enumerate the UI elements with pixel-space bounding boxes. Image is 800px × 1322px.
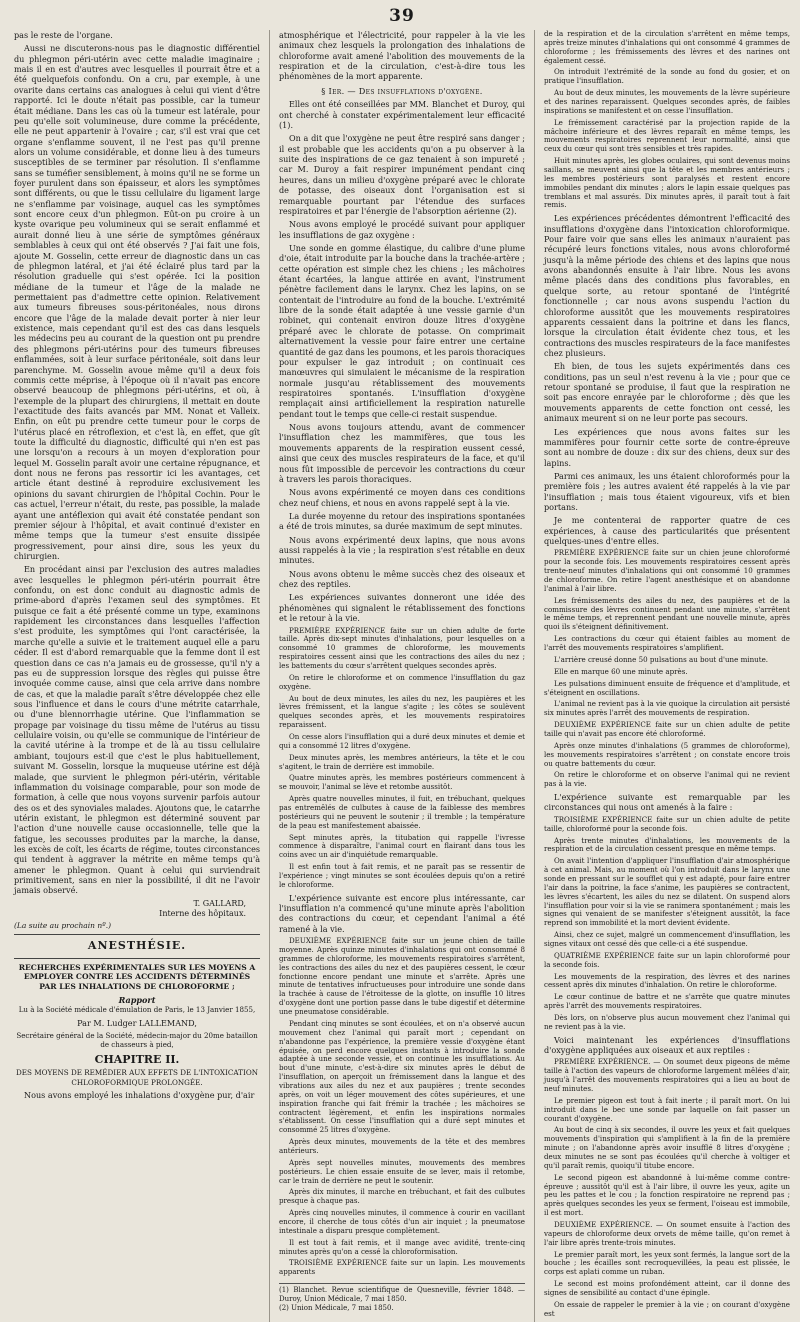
paragraph: L'expérience suivante est encore plus intéressante, car l'insufflation n'a commencé qu'une minute après l'abolition des contractions du cœur, et cependant l'animal a été ramené à la vie.	[278, 892, 525, 934]
experiment-note: Au bout de deux minutes, les mouvements de la lèvre supérieure et des narines reparaissent. Quelques secondes après, de faibles inspirations se manifestent et on cesse l'insufflation.	[543, 88, 790, 115]
experiment-note: Après cinq nouvelles minutes, il commence à courir en vacillant encore, il cherche de tous côtés d'un air inquiet ; la pneumatose intestinale a disparu presque complètement.	[278, 1208, 525, 1235]
chapter-subtitle: DES MOYENS DE REMÉDIER AUX EFFETS DE L'INTOXICATION CHLOROFORMIQUE PROLONGÉE.	[16, 1068, 258, 1087]
experiment-note: On essaie de rappeler le premier à la vie ; on courant d'oxygène est	[543, 1299, 790, 1318]
experiment-note: On retire le chloroforme et on observe l'animal qui ne revient pas à la vie.	[543, 770, 790, 789]
paragraph: Les expériences suivantes donneront une idée des phénomènes qui signalent le rétablissement des fonctions et le retour à la vie.	[278, 592, 525, 624]
experiment-note: On introduit l'extrémité de la sonde au fond du gosier, et on pratique l'insufflation.	[543, 67, 790, 86]
experiment-note: On cesse alors l'insufflation qui a duré deux minutes et demie et qui a consommé 12 litres d'oxygène.	[278, 732, 525, 750]
experiment-note: L'animal ne revient pas à la vie quoique la circulation ait persisté six minutes après l'arrêt des mouvements de respiration.	[543, 699, 790, 718]
experiment-note: Elle en marque 60 une minute après.	[553, 666, 688, 676]
experiment-note: Ainsi, chez ce sujet, malgré un commencement d'insufflation, les signes vitaux ont cessé dès que celle-ci a été suspendue.	[543, 930, 790, 948]
paragraph: Eh bien, de tous les sujets expérimentés dans ces conditions, pas un seul n'est revenu à la vie ; pour que ce retour spontané se produise, il faut que la respiration ne soit pas encore enrayée par le chloroforme ; dès que les mouvements apparents de cette fonction ont cessé, les animaux meurent si on ne leur porte pas secours.	[543, 361, 790, 424]
experiment-note: Dès lors, on n'observe plus aucun mouvement chez l'animal qui ne revient pas à la vie.	[543, 1013, 790, 1031]
experiment-note: Deux minutes après, les membres antérieurs, la tête et le cou s'agitent, le train de derrière est immobile.	[278, 752, 525, 771]
experiment-note: Après quatre nouvelles minutes, il fuit, en trébuchant, quelques pas entremêlés de culbutes à cause de la faiblesse des membres postérieurs qui ne peuvent le soutenir ; il tremble ; la température de la peau est manifestement abaissée.	[278, 794, 525, 830]
paragraph: Nous avons employé le procédé suivant pour appliquer les insufflations de gaz oxygène :	[278, 219, 525, 240]
experiment-note: Après trente minutes d'inhalations, les mouvements de la respiration et de la circulation cessent presque en même temps.	[543, 835, 790, 854]
experiment-note: Il est tout à fait remis, et il mange avec avidité, trente-cinq minutes après qu'on a cessé la chloroformisation.	[278, 1237, 525, 1256]
experiment-note: Au bout de cinq à six secondes, il ouvre les yeux et fait quelques mouvements d'inspiration qui s'amplifient à la fin de la première minute ; on l'abandonne après avoir insufflé 8 litres d'oxygène ; deux minutes ne se sont pas écoulées qu'il cherche à voltiger et qu'il paraît remis, quoiqu'il titube encore.	[543, 1125, 790, 1170]
chapter-title: CHAPITRE II.	[94, 1053, 180, 1067]
column-1	[14, 30, 260, 1322]
paragraph: atmosphérique et l'électricité, pour rappeler à la vie les animaux chez lesquels la prolongation des inhalations de chloroforme avait amené l'abolition des mouvements de la respiration et de la circulation, c'est-à-dire tous les phénomènes de la mort apparente.	[278, 30, 525, 82]
footnote: (1) Blanchet. Revue scientifique de Quesneville, février 1848. — Duroy, Union Médicale, 7 mai 1850.	[278, 1286, 525, 1304]
page-number: 39	[389, 6, 415, 26]
footnote: (2) Union Médicale, 7 mai 1850.	[278, 1304, 394, 1313]
signature	[14, 899, 246, 919]
section-title: ANESTHÉSIE.	[87, 939, 187, 953]
experiment-note: Quatre minutes après, les membres postérieurs commencent à se mouvoir, l'animal se lève et retombe aussitôt.	[278, 773, 525, 792]
paragraph: Nous avons expérimenté ce moyen dans ces conditions chez neuf chiens, et nous en avons rappelé sept à la vie.	[278, 487, 525, 508]
paragraph: Nous avons obtenu le même succès chez des oiseaux et chez des reptiles.	[278, 568, 525, 590]
experiment-note: Le second est moins profondément atteint, car il donne des signes de sensibilité au contact d'une épingle.	[543, 1279, 790, 1298]
experiment-note: PREMIÈRE EXPÉRIENCE. — On soumet deux pigeons de même taille à l'action des vapeurs de chloroforme largement mêlées d'air, jusqu'à l'arrêt des mouvements respiratoires qui a lieu au bout de neuf minutes.	[543, 1057, 790, 1094]
author-description: Secrétaire général de la Société, médecin-major du 20me bataillon de chasseurs à pied,	[16, 1030, 258, 1049]
text-columns	[14, 30, 790, 1322]
experiment-note: DEUXIÈME EXPÉRIENCE faite sur un jeune chien de taille moyenne. Après quinze minutes d'inhalations qui ont consommé 8 grammes de chloroforme, les mouvements respiratoires s'arrêtent, les contractions des ailes du nez et des paupières cessent, le cœur fonctionne encore pendant une minute et s'arrête. Après une minute de tentatives infructueuses pour introduire une sonde dans la trachée à cause de l'étroitesse de la glotte, on insuffle 10 litres d'oxygène dont une portion passe dans le tube digestif et détermine une pneumatose considérable.	[278, 936, 525, 1017]
paragraph: Elles ont été conseillées par MM. Blanchet et Duroy, qui ont cherché à constater expérimentalement leur efficacité (1).	[278, 99, 525, 131]
experiment-note: Le frémissement caractérisé par la projection rapide de la mâchoire inférieure et des lèvres reparaît en même temps, les mouvements respiratoires reprennent leur normalité, ainsi que ceux du cœur qui sont très sensibles et très rapides.	[543, 117, 790, 154]
experiment-note: de la respiration et de la circulation s'arrêtent en même temps, après treize minutes d'inhalations qui ont consommé 4 grammes de chloroforme ; les frémissements des lèvres et des narines ont également cessé.	[543, 29, 790, 65]
col1-paragraphs	[14, 30, 260, 896]
experiment-note: QUATRIÈME EXPÉRIENCE faite sur un lapin chloroformé pour la seconde fois.	[543, 950, 790, 969]
continued-note: (La suite au prochain nº.)	[14, 920, 112, 930]
paragraph: Nous avons employé les inhalations d'oxygène pur, d'air	[24, 1089, 255, 1100]
experiment-note: DEUXIÈME EXPÉRIENCE faite sur un chien adulte de petite taille qui n'avait pas encore été chloroformé.	[543, 720, 790, 738]
paragraph: pas le reste de l'organe.	[14, 30, 113, 40]
paragraph: Voici maintenant les expériences d'insufflations d'oxygène appliquées aux oiseaux et aux reptiles :	[543, 1034, 790, 1056]
author-line: Par M. Ludger LALLEMAND,	[77, 1018, 197, 1029]
column-rule	[534, 30, 535, 1322]
experiment-note: PREMIÈRE EXPÉRIENCE faite sur un chien adulte de forte taille. Après dix-sept minutes d'inhalations, pour lesquelles on a consommé 10 grammes de chloroforme, les mouvements respiratoires cessent ainsi que les contractions des ailes du nez ; les battements du cœur s'arrêtent quelques secondes après.	[278, 625, 525, 670]
article-title: RECHERCHES EXPÉRIMENTALES SUR LES MOYENS A EMPLOYER CONTRE LES ACCIDENTS DÉTERMINÉS PAR LES INHALATIONS DE CHLOROFORME ;	[18, 962, 256, 992]
report-label: Rapport	[118, 995, 156, 1006]
experiment-note: Après deux minutes, mouvements de la tête et des membres antérieurs.	[278, 1137, 525, 1155]
paragraph: Les expériences précédentes démontrent l'efficacité des insufflations d'oxygène dans l'intoxication chloroformique. Pour faire voir que sans elles les animaux n'auraient pas récupéré leurs fonctions vitales, nous avons chloroformé jusqu'à la même période des chiens et des lapins que nous avons abandonnés ensuite à l'air libre. Nous les avons même placés dans des conditions plus favorables, en quelque sorte, au retour spontané de l'intégrité fonctionnelle ; car nous avons suspendu l'action du chloroforme aussitôt que les mouvements respiratoires apparents cessaient dans la poitrine et dans les flancs, lorsque la circulation était évidente chez tous, et les contractions des muscles respirateurs de la face manifestes chez plusieurs.	[543, 213, 790, 358]
paragraph: Nous avons expérimenté deux lapins, que nous avons aussi rappelés à la vie ; la respiration s'est rétablie en deux minutes.	[278, 534, 525, 566]
footnotes	[279, 1283, 525, 1313]
experiment-note: Après sept nouvelles minutes, mouvements des membres postérieurs. Le chien essaie ensuite de se lever, mais il retombe, car le train de derrière ne peut le soutenir.	[278, 1157, 525, 1185]
section-subhead: § Ier. — Des insufflations d'oxygène.	[321, 85, 483, 96]
signature-role: Interne des hôpitaux.	[159, 908, 247, 918]
signature-name: T. GALLARD,	[193, 898, 247, 908]
paragraph: Les expériences que nous avons faites sur les mammifères pour fournir cette sorte de contre-épreuve sont au nombre de douze : dix sur des chiens, deux sur des lapins.	[543, 426, 790, 468]
paragraph: Je me contenterai de rapporter quatre de ces expériences, à cause des particularités que présentent quelques-unes d'entre elles.	[543, 515, 790, 547]
experiment-note: Après onze minutes d'inhalations (5 grammes de chloroforme), les mouvements respiratoires s'arrêtent ; on constate encore trois ou quatre battements du cœur.	[543, 740, 790, 768]
experiment-note: Les contractions du cœur qui étaient faibles au moment de l'arrêt des mouvements respiratoires s'amplifient.	[543, 634, 790, 653]
paragraph: On a dit que l'oxygène ne peut être respiré sans danger ; il est probable que les accidents qu'on a pu observer à la suite des inspirations de ce gaz tenaient à son impureté ; car M. Duroy a fait respirer impunément pendant cinq heures, dans un milieu d'oxygène préparé avec le chlorate de potasse, des oiseaux dont l'organisation est si remarquable pourtant par l'étendue des surfaces respiratoires et par l'énergie de l'absorption aérienne (2).	[278, 133, 525, 216]
paragraph: Parmi ces animaux, les uns étaient chloroformés pour la première fois ; les autres avaient été rappelés à la vie par l'insufflation ; mais tous étaient vigoureux, vifs et bien portans.	[543, 470, 790, 513]
column-rule	[269, 30, 270, 1322]
experiment-note: On retire le chloroforme et on commence l'insufflation du gaz oxygène.	[278, 672, 525, 691]
experiment-note: Il est enfin tout à fait remis, et ne paraît pas se ressentir de l'expérience ; vingt minutes se sont écoulées depuis qu'on a retiré le chloroforme.	[278, 862, 525, 889]
experiment-note: Le cœur continue de battre et ne s'arrête que quatre minutes après l'arrêt des mouvements respiratoires.	[543, 992, 790, 1011]
paragraph: L'expérience suivante est remarquable par les circonstances qui nous ont amenés à la faire :	[543, 792, 790, 813]
experiment-note: TROISIÈME EXPÉRIENCE faite sur un lapin. Les mouvements apparents	[278, 1258, 525, 1277]
experiment-note: Sept minutes après, la titubation qui rappelle l'ivresse commence à disparaître, l'animal court en flairant dans tous les coins avec un air d'inquiétude remarquable.	[278, 832, 525, 860]
experiment-note: Huit minutes après, les globes oculaires, qui sont devenus moins saillans, se meuvent ainsi que la tête et les membres antérieurs ; les membres postérieurs sont paralysés et restent encore immobiles pendant dix minutes ; alors le lapin essaie quelques pas tremblans et mal assurés. Dix minutes après, il paraît tout à fait remis.	[543, 156, 790, 210]
experiment-note: TROISIÈME EXPÉRIENCE faite sur un chien adulte de petite taille, chloroformé pour la seconde fois.	[543, 814, 790, 833]
paragraph: Aussi ne discuterons-nous pas le diagnostic différentiel du phlegmon péri-utérin avec cette maladie imaginaire ; mais il en est d'autres avec lesquelles il pourrait être et a été quelquefois confondu. On a cru, par exemple, à une ovarite dans certains cas analogues à celui qui vient d'être rapporté. Ici le doute n'était pas possible, car la tumeur était médiane. Dans les cas où la tumeur est latérale, pour peu qu'elle soit volumineuse, dure comme la précédente, elle ne peut appartenir à l'ovaire ; car, s'il est vrai que cet organe s'enflamme souvent, il ne l'est pas qu'il prenne alors un volume considérable, et donne lieu à des tumeurs susceptibles de se terminer par résolution. Il s'enflamme sans se tuméfier sensiblement, à moins qu'il ne se forme un foyer purulent dans son épaisseur, et alors les symptômes sont différents, ou que le tissu cellulaire du ligament large ne s'enflamme par voisinage, auquel cas les symptômes sont encore ceux d'un phlegmon. Eût-on pu croire à un kyste ovarique peu volumineux qui se serait enflammé et aurait donné lieu à une série de symptômes généraux semblables à ceux qui ont été observés ? J'ai fait une fois, ajoute M. Gosselin, cette erreur de diagnostic dans un cas de phlegmon latéral, et j'ai été éclairé plus tard par la résolution graduelle qui s'est opérée. Ici la position médiane de la tumeur et l'âge de la malade ne permettaient pas d'admettre cette opinion. Relativement aux tumeurs fibreuses sous-péritonéales, nous dirons encore que l'âge de la malade devait porter à nier leur existence, mais cependant qu'il est des cas dans lesquels les médecins peu au courant de la question ont pu prendre des phlegmons péri-utérins pour des tumeurs fibreuses enflammées, soit à leur surface péritonéale, soit dans leur parenchyme. M. Gosselin avoue même qu'il a deux fois commis cette méprise, à l'époque où il n'avait pas encore observé beaucoup de phlegmons péri-utérins, et où, à l'exemple de la plupart des chirurgiens, il mettait en doute l'exactitude des faits avancés par MM. Nonat et Valleix. Enfin, on eût pu prendre cette tumeur pour le corps de l'utérus placé en rétroflexion, et c'est là, en effet, que gît toute la difficulté du diagnostic, difficulté qui n'en est pas une lorsqu'on a recours à un moyen d'exploration pour lequel M. Gosselin paraît avoir une certaine répugnance, et dont nous ne ferons pas ressortir ici les avantages, cet article étant destiné à reproduire exclusivement les opinions du savant chirurgien de l'hôpital Cochin. Pour le cas actuel, l'erreur n'était, du reste, pas possible, la malade ayant une antéflexion qui avait été constatée pendant son premier séjour à l'hôpital, et avait continué d'exister en même temps que la tumeur s'est ensuite dissipée progressivement, pour ainsi dire, sous les yeux du chirurgien.	[14, 43, 261, 561]
experiment-note: PREMIÈRE EXPÉRIENCE faite sur un chien jeune chloroformé pour la seconde fois. Les mouvements respiratoires cessent après trente-neuf minutes d'inhalations qui ont consommé 10 grammes de chloroforme. On retire l'agent anesthésique et on abandonne l'animal à l'air libre.	[543, 548, 790, 593]
paragraph: Une sonde en gomme élastique, du calibre d'une plume d'oie, était introduite par la bouche dans la trachée-artère ; cette opération est simple chez les chiens ; les mâchoires étant écartées, la langue attirée en avant, l'instrument pénètre facilement dans le larynx. Chez les lapins, on se contentait de l'introduire au fond de la bouche. L'extrémité libre de la sonde était adaptée à une vessie garnie d'un robinet, qui contenait environ douze litres d'oxygène préparé avec le chlorate de potasse. On comprimait alternativement la vessie pour faire entrer une certaine quantité de gaz dans les poumons, et les parois thoraciques pour expulser le gaz introduit ; on continuait ces manœuvres qui simulaient le mécanisme de la respiration normale jusqu'au rétablissement des mouvements respiratoires spontanés. L'insufflation d'oxygène remplaçait ainsi artificiellement la respiration naturelle pendant tout le temps que celle-ci restait suspendue.	[278, 242, 525, 419]
experiment-note: Le premier pigeon est tout à fait inerte ; il paraît mort. On lui introduit dans le bec une sonde par laquelle on fait passer un courant d'oxygène.	[543, 1095, 790, 1123]
experiment-note: Les pulsations diminuent ensuite de fréquence et d'amplitude, et s'éteignent en oscillations.	[543, 678, 790, 697]
experiment-note: Le premier paraît mort, les yeux sont fermés, la langue sort de la bouche ; les écailles sont recroquevillées, la peau est plissée, le corps est aplati comme un ruban.	[543, 1249, 790, 1277]
experiment-note: DEUXIÈME EXPÉRIENCE. — On soumet ensuite à l'action des vapeurs de chloroforme deux orvets de même taille, qu'on remet à l'air libre après trente-trois minutes.	[543, 1220, 790, 1247]
experiment-note: On avait l'intention d'appliquer l'insufflation d'air atmosphérique à cet animal. Mais, au moment où l'on introduit dans le larynx une sonde en pressant sur le soufflet qui y est adapté, pour faire entrer l'air dans la poitrine, la face s'anime, les paupières se contractent, les lèvres s'écartent, les ailes du nez se dilatent. On suspend alors l'insufflation pour voir si la vie se ranimera spontanément ; mais les signes qui venaient de se manifester s'éteignent aussitôt, la face reprend son immobilité et la mort devient évidente.	[543, 856, 790, 928]
paragraph: En procédant ainsi par l'exclusion des autres maladies avec lesquelles le phlegmon péri-utérin pourrait être confondu, on est donc conduit au diagnostic admis de prime-abord d'après l'examen seul des symptômes. Et puisque ce fait a été présenté comme un type, examinons rapidement les circonstances dans lesquelles l'affection s'est produite, les symptômes qui l'ont caractérisée, la marche qu'elle a suivie et le traitement auquel elle a paru céder. Il est d'abord remarquable que la femme dont il est question dans ce cas n'a jamais eu de grossesse, qu'il n'y a pas eu de suppression lorsque des règles qui puisse être invoquée comme cause, ainsi que cela arrive dans nombre de cas, et que la maladie paraît s'être développée chez elle sous l'influence et dans le cours d'une métrite catarrhale, ou d'une blennorrhagie utérine. Que l'inflammation se propage par voisinage du tissu même de l'utérus au tissu cellulaire voisin, ou qu'elle se communique de l'intérieur de la cavité utérine à la trompe et de là au tissu cellulaire ambiant, toujours est-il que c'est le plus habituellement, suivant M. Gosselin, lorsque la muqueuse utérine est déjà malade, que survient le phlegmon péri-utérin, véritable inflammation du voisinage comparable, pour son mode de formation, à celle que nous voyons survenir parfois autour des os et des synoviales malades. Ajoutons que, le catarrhe utérin existant, le phlegmon est déterminé souvent par l'action d'une nouvelle cause occasionnelle, telle que la fatigue, les secousses produites par la marche, la danse, les excès de coït, les écarts de régime, toutes circonstances qui tendent à aggraver la métrite en même temps qu'à amener le phlegmon. Quant à celui qui surviendrait primitivement, sans en nier la possibilité, il dit ne l'avoir jamais observé.	[14, 564, 261, 896]
experiment-note: Au bout de deux minutes, les ailes du nez, les paupières et les lèvres frémissent, et la langue s'agite ; les côtes se soulèvent quelques secondes après, et les mouvements respiratoires reparaissent.	[278, 693, 525, 730]
experiment-note: Le second pigeon est abandonné à lui-même comme contre-épreuve ; aussitôt qu'il est à l'air libre, il ouvre les yeux, agite un peu les pattes et le cou ; la fonction respiratoire ne reprend pas ; après quelques secondes les yeux se ferment, l'oiseau est immobile, il est mort.	[543, 1172, 790, 1218]
section-divider	[14, 958, 260, 959]
experiment-note: L'arrière creusé donne 50 pulsations au bout d'une minute.	[553, 654, 769, 664]
experiment-note: Pendant cinq minutes se sont écoulées, et on n'a observé aucun mouvement chez l'animal qui paraît mort ; cependant on n'abandonne pas l'expérience, la première vessie d'oxygène étant épuisée, on perd encore quelques instants à introduire la sonde adaptée à une seconde vessie, et on continue les insufflations. Au bout d'une minute, c'est-à-dire six minutes après le début de l'insufflation, on aperçoit un frémissement dans la langue et des vibrations aux ailes du nez et aux paupières ; trente secondes après, on voit un léger mouvement des côtes supérieures, et une inspiration franche qui fait frémir la trachée ; les mâchoires se contractent légèrement, et enfin les inspirations normales s'établissent. On cesse l'insufflation qui a duré sept minutes et consommé 25 litres d'oxygène.	[278, 1018, 525, 1135]
column-2	[279, 30, 525, 1322]
column-3	[544, 30, 790, 1322]
experiment-note: Les mouvements de la respiration, des lèvres et des narines cessent après dix minutes d'inhalation. On retire le chloroforme.	[543, 971, 790, 990]
report-line: Lu à la Société médicale d'émulation de Paris, le 13 Janvier 1855,	[18, 1005, 256, 1015]
paragraph: Nous avons toujours attendu, avant de commencer l'insufflation chez les mammifères, que tous les mouvements apparents de la respiration eussent cessé, ainsi que ceux des muscles respirateurs de la face, et qu'il nous fût impossible de percevoir les contractions du cœur à travers les parois thoraciques.	[278, 422, 525, 484]
experiment-note: Après dix minutes, il marche en trébuchant, et fait des culbutes presque à chaque pas.	[278, 1187, 525, 1206]
paragraph: La durée moyenne du retour des inspirations spontanées a été de trois minutes, sa durée maximum de sept minutes.	[278, 510, 525, 532]
section-divider	[14, 934, 260, 935]
experiment-note: Les frémissements des ailes du nez, des paupières et de la commissure des lèvres continuent pendant une minute, s'arrêtent le même temps, et reprennent pendant une nouvelle minute, après quoi ils s'éteignent définitivement.	[543, 595, 790, 632]
